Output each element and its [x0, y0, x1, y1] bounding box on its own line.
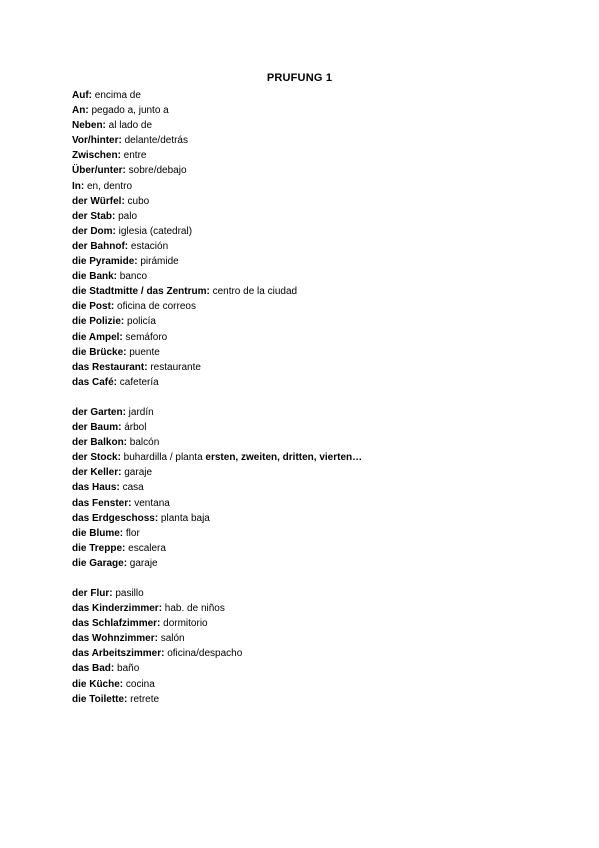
vocab-entry: [72, 496, 552, 511]
vocab-translation: retrete: [127, 693, 160, 705]
vocab-term: das Wohnzimmer:: [72, 633, 158, 645]
vocab-entry: [72, 330, 552, 345]
vocab-entry: [72, 526, 552, 541]
vocab-translation: policía: [124, 316, 156, 328]
vocab-entry: [72, 148, 552, 163]
vocab-term: der Stab:: [72, 210, 116, 222]
vocab-entry: [72, 224, 552, 239]
vocab-term: der Bahnof:: [72, 240, 129, 252]
vocab-translation: baño: [114, 663, 140, 675]
vocab-entry: [72, 269, 552, 284]
vocab-translation: flor: [123, 527, 140, 539]
vocab-term: das Arbeitszimmer:: [72, 648, 165, 660]
vocab-translation: en, dentro: [84, 180, 133, 192]
vocab-entry: [72, 646, 552, 661]
vocab-term: das Haus:: [72, 482, 120, 494]
vocab-translation: hab. de niños: [162, 603, 225, 615]
vocab-term: der Keller:: [72, 467, 122, 479]
vocab-term: das Fenster:: [72, 497, 132, 509]
vocab-translation: ventana: [131, 497, 170, 509]
vocab-entry: [72, 586, 552, 601]
vocab-translation: pegado a, junto a: [88, 105, 169, 117]
vocab-translation: garaje: [121, 467, 153, 479]
vocab-translation: dormitorio: [160, 618, 208, 630]
vocab-translation: al lado de: [105, 120, 153, 132]
vocab-translation: garaje: [127, 557, 158, 569]
vocab-entry: [72, 88, 552, 103]
vocab-term: die Garage:: [72, 557, 128, 569]
vocab-entry: [72, 480, 552, 495]
vocab-translation: centro de la ciudad: [209, 286, 298, 298]
vocab-entry: [72, 254, 552, 269]
vocab-term: die Post:: [72, 301, 115, 313]
vocab-term: Über/unter:: [72, 165, 126, 177]
vocab-entry: [72, 284, 552, 299]
vocab-translation: jardín: [125, 407, 154, 418]
vocab-term: die Treppe:: [72, 542, 126, 554]
vocab-entry: [72, 239, 552, 254]
vocab-term: In:: [72, 180, 85, 192]
vocab-term: der Dom:: [72, 225, 116, 237]
vocab-translation: balcón: [127, 437, 160, 449]
vocab-entry: [72, 661, 552, 676]
vocab-entry: [72, 631, 552, 646]
vocab-extra: ersten, zweiten, dritten, vierten…: [205, 452, 363, 464]
vocab-entry: [72, 435, 552, 450]
vocab-term: der Stock:: [72, 452, 121, 464]
vocab-entry: [72, 103, 552, 118]
vocab-translation: cubo: [124, 195, 150, 207]
vocab-entry: [72, 163, 552, 178]
vocab-translation: árbol: [121, 422, 147, 434]
vocab-entry: [72, 179, 552, 194]
vocab-translation: delante/detrás: [121, 135, 188, 147]
vocab-term: Vor/hinter:: [72, 135, 122, 147]
vocab-entry: [72, 420, 552, 435]
vocab-term: An:: [72, 105, 89, 117]
vocab-translation: semáforo: [122, 331, 168, 343]
vocab-term: der Balkon:: [72, 437, 128, 449]
vocab-term: der Würfel:: [72, 195, 125, 207]
vocab-translation: cocina: [123, 678, 155, 690]
section-prepositions-city: [72, 88, 552, 390]
section-house: [72, 405, 552, 571]
vocab-term: Neben:: [72, 120, 106, 132]
vocab-term: die Ampel:: [72, 331, 123, 343]
section-rooms: [72, 586, 552, 707]
vocab-entry: [72, 511, 552, 526]
vocab-term: das Erdgeschoss:: [72, 512, 159, 524]
vocab-translation: cafetería: [117, 376, 159, 388]
vocab-translation: entre: [120, 150, 147, 162]
vocab-term: das Kinderzimmer:: [72, 603, 163, 615]
vocab-term: der Flur:: [72, 588, 113, 599]
vocab-term: das Bad:: [72, 663, 115, 675]
vocab-translation: palo: [115, 210, 138, 222]
vocab-term: die Pyramide:: [72, 256, 138, 268]
vocab-translation: banco: [117, 271, 148, 283]
vocab-entry: [72, 405, 552, 420]
vocab-translation: puente: [126, 346, 160, 358]
vocab-term: die Brücke:: [72, 346, 127, 358]
vocab-entry: [72, 194, 552, 209]
vocab-entry: [72, 299, 552, 314]
vocab-translation: escalera: [125, 542, 166, 554]
vocab-term: der Garten:: [72, 407, 126, 418]
vocab-translation: casa: [119, 482, 144, 494]
vocab-term: die Küche:: [72, 678, 124, 690]
vocab-entry: [72, 450, 552, 465]
page-title: [0, 72, 599, 84]
vocab-term: das Restaurant:: [72, 361, 148, 373]
vocab-translation: planta baja: [158, 512, 210, 524]
vocab-translation: pirámide: [137, 256, 179, 268]
vocab-translation: buhardilla / planta: [120, 452, 206, 464]
vocab-term: das Café:: [72, 376, 118, 388]
vocab-entry: [72, 360, 552, 375]
vocab-term: das Schlafzimmer:: [72, 618, 161, 630]
vocab-term: Zwischen:: [72, 150, 121, 162]
vocab-entry: [72, 375, 552, 390]
vocab-entry: [72, 345, 552, 360]
page-title-text: PRUFUNG 1: [266, 72, 333, 84]
vocab-term: die Toilette:: [72, 693, 128, 705]
vocab-entry: [72, 677, 552, 692]
vocab-translation: oficina de correos: [114, 301, 196, 313]
vocab-entry: [72, 209, 552, 224]
vocab-entry: [72, 133, 552, 148]
vocab-term: Auf:: [72, 90, 92, 101]
vocab-translation: salón: [157, 633, 185, 645]
vocab-translation: encima de: [92, 90, 141, 101]
vocab-translation: sobre/debajo: [125, 165, 187, 177]
vocab-entry: [72, 314, 552, 329]
vocab-entry: [72, 616, 552, 631]
vocab-entry: [72, 465, 552, 480]
vocab-entry: [72, 692, 552, 707]
vocab-translation: estación: [128, 240, 169, 252]
vocab-term: die Polizie:: [72, 316, 125, 328]
vocab-entry: [72, 541, 552, 556]
vocab-entry: [72, 118, 552, 133]
vocab-translation: pasillo: [112, 588, 144, 599]
vocab-entry: [72, 601, 552, 616]
vocab-term: der Baum:: [72, 422, 122, 434]
vocab-term: die Bank:: [72, 271, 118, 283]
vocab-entry: [72, 556, 552, 571]
vocab-translation: restaurante: [147, 361, 201, 373]
vocab-translation: oficina/despacho: [164, 648, 243, 660]
vocab-translation: iglesia (catedral): [115, 225, 193, 237]
vocab-term: die Stadtmitte / das Zentrum:: [72, 286, 210, 298]
vocab-term: die Blume:: [72, 527, 124, 539]
